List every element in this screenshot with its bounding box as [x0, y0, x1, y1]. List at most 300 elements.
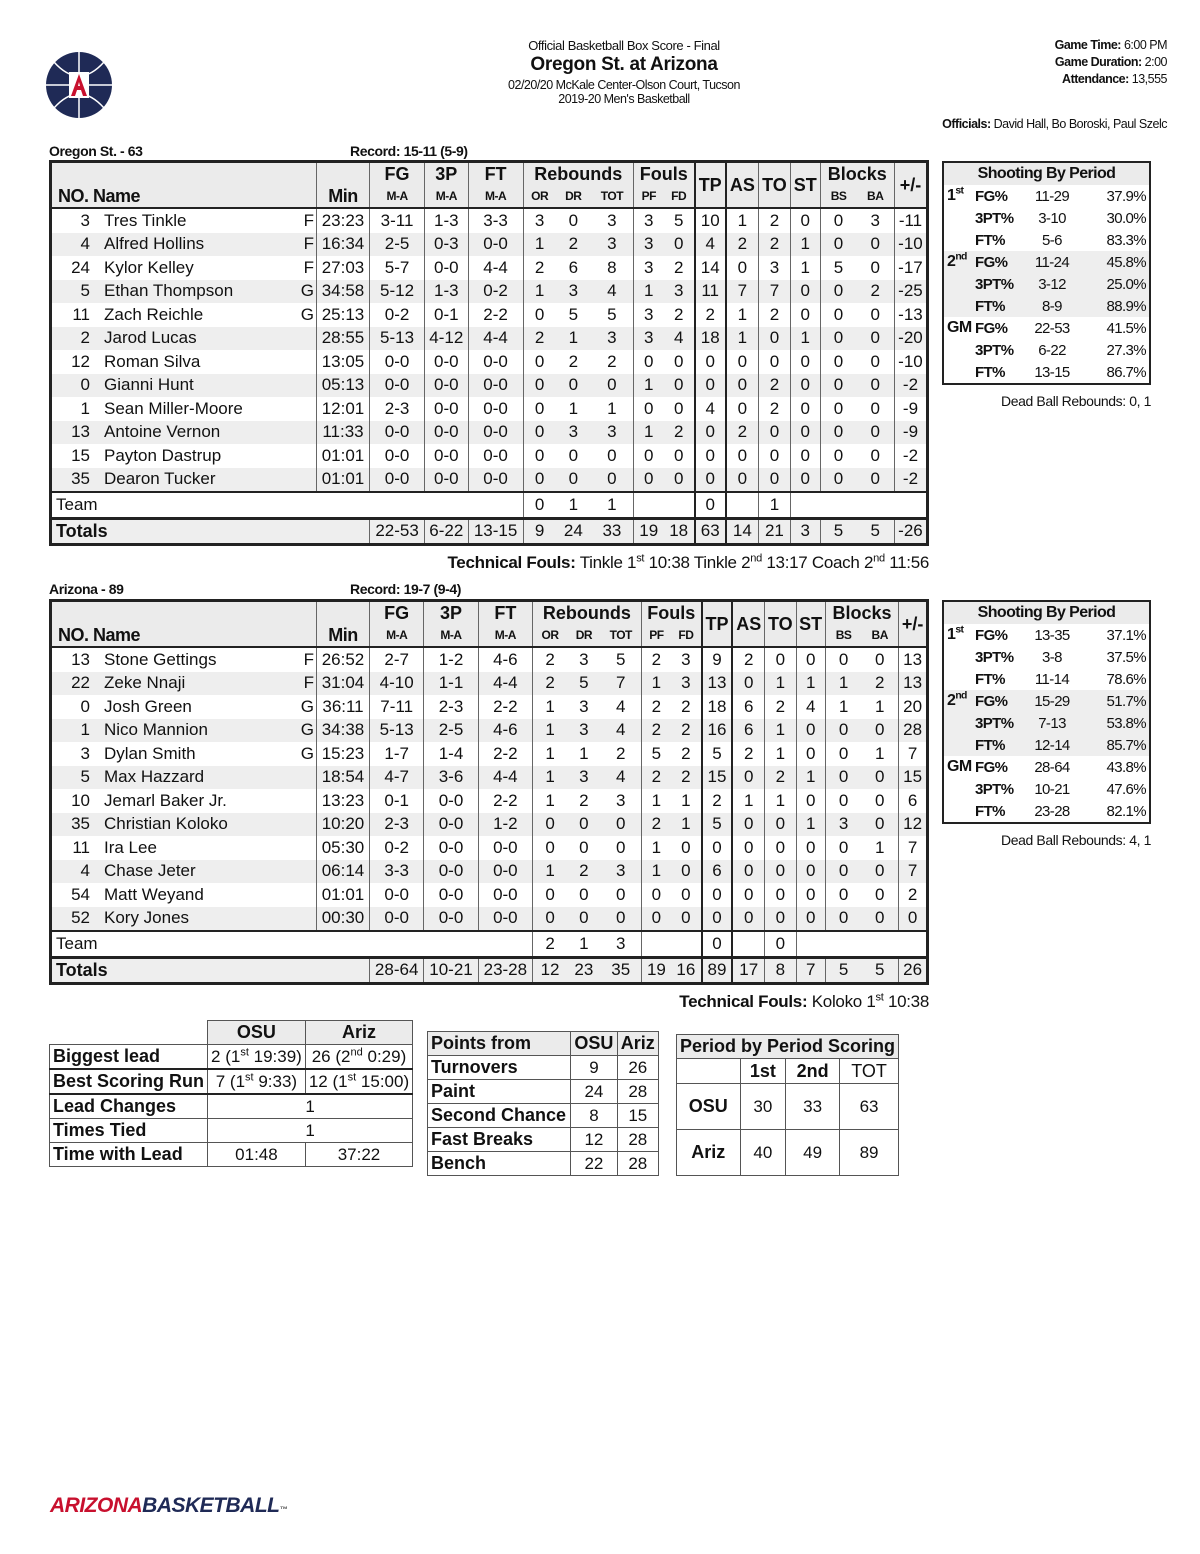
shooting-stat-label: FT% — [975, 670, 1005, 688]
technical-foul-period-suffix: st — [875, 991, 884, 1004]
team-tp: 0 — [702, 931, 733, 957]
stat-to: 1 — [765, 719, 796, 743]
points-from-row — [428, 1152, 659, 1176]
shooting-row — [943, 273, 1150, 295]
stat-tp3: 3-6 — [424, 766, 478, 790]
total-tp: 63 — [695, 518, 726, 545]
technical-foul-who: Koloko 1 — [811, 992, 876, 1011]
stat-bs: 1 — [825, 672, 861, 696]
player-minutes: 36:11 — [317, 695, 370, 719]
shooting-period — [943, 317, 975, 339]
col-tot: TOT — [840, 1059, 899, 1084]
stat-bs: 5 — [820, 256, 856, 280]
biggest-lead-label: Biggest lead — [50, 1045, 208, 1070]
team-to: 0 — [765, 931, 796, 957]
player-row — [51, 647, 928, 672]
stat-pf: 0 — [641, 907, 671, 932]
stat-st: 0 — [790, 444, 820, 468]
stat-ba: 0 — [861, 813, 898, 837]
stat-ft: 4-6 — [478, 647, 532, 672]
blank-cell — [677, 1059, 741, 1084]
shooting-percentage: 37.1% — [1106, 626, 1146, 644]
stat-or: 0 — [533, 813, 568, 837]
player-number: 24 — [71, 257, 90, 277]
stat-pm: 0 — [899, 907, 928, 932]
technical-foul-who: Coach 2 — [811, 553, 874, 572]
stat-st: 1 — [796, 672, 825, 696]
stat-st: 0 — [790, 374, 820, 398]
stat-tp: 0 — [695, 374, 726, 398]
shooting-percentage: 43.8% — [1106, 758, 1146, 776]
col-header-pf: PF — [633, 185, 663, 208]
stat-st: 1 — [790, 233, 820, 257]
player-position — [294, 836, 317, 860]
player-name: Ethan Thompson — [98, 280, 294, 304]
player-minutes: 13:05 — [317, 350, 370, 374]
stat-st: 0 — [790, 303, 820, 327]
player-position — [294, 789, 317, 813]
stat-st: 4 — [796, 695, 825, 719]
col-header-fouls: Fouls — [641, 601, 701, 625]
venue-line: 02/20/20 McKale Center-Olson Court, Tucson — [508, 78, 740, 92]
stat-fd: 2 — [664, 421, 695, 445]
attendance-label: Attendance: — [1062, 72, 1129, 86]
stat-tot: 3 — [591, 421, 633, 445]
stat-dr: 6 — [568, 257, 579, 277]
col-header-or: OR — [523, 185, 556, 208]
stat-ft: 0-0 — [468, 233, 523, 257]
period-number: 2 — [947, 253, 956, 270]
shooting-stat-label: 3PT% — [975, 648, 1014, 666]
shooting-made-attempted: 12-14 — [1021, 734, 1083, 756]
player-number: 3 — [80, 210, 90, 230]
player-number: 1 — [80, 398, 90, 418]
stat-fg: 0-0 — [370, 444, 425, 468]
stat-pf: 0 — [633, 397, 663, 421]
technical-foul-time: 13:17 — [761, 553, 812, 572]
stat-to: 0 — [759, 444, 791, 468]
player-minutes: 31:04 — [317, 672, 370, 696]
total-tp3: 6-22 — [425, 518, 468, 545]
player-minutes: 34:58 — [317, 280, 370, 304]
points-from-ariz: 28 — [617, 1152, 658, 1176]
stat-pm: 15 — [899, 766, 928, 790]
player-minutes: 06:14 — [317, 860, 370, 884]
stat-pf: 0 — [641, 883, 671, 907]
stat-or: 0 — [523, 468, 556, 493]
total-as: 14 — [726, 518, 759, 545]
stat-fd: 0 — [671, 860, 702, 884]
team-dr: 1 — [567, 931, 601, 957]
stat-tp: 0 — [695, 421, 726, 445]
total-tot: 35 — [601, 957, 642, 984]
shooting-period — [943, 778, 975, 800]
report-header — [420, 38, 828, 106]
stat-tp3: 1-4 — [424, 742, 478, 766]
stat-fd: 2 — [673, 257, 684, 277]
stat-pf: 0 — [633, 444, 663, 468]
total-fg: 28-64 — [370, 957, 424, 984]
stat-ba: 0 — [861, 907, 898, 932]
stat-tp3: 0-0 — [424, 860, 478, 884]
player-row — [51, 280, 928, 304]
stat-pm: -10 — [894, 350, 927, 374]
stat-tp3: 0-0 — [424, 907, 478, 932]
player-row — [51, 907, 928, 932]
stat-as: 0 — [726, 350, 759, 374]
col-header-3p-ma: M-A — [424, 624, 478, 647]
stat-ft: 0-0 — [478, 836, 532, 860]
game-time: 6:00 PM — [1123, 38, 1167, 52]
stat-bs: 0 — [820, 374, 856, 398]
totals-label: Totals — [51, 957, 370, 984]
period-suffix: nd — [955, 251, 967, 263]
stat-tot: 0 — [615, 884, 626, 904]
stat-pm: 13 — [899, 647, 928, 672]
stat-bs: 0 — [820, 208, 856, 233]
totals-label: Totals — [51, 518, 370, 545]
stat-tp: 0 — [702, 836, 733, 860]
player-name: Alfred Hollins — [98, 233, 294, 257]
points-from-osu: 12 — [571, 1128, 617, 1152]
col-header-blank — [51, 601, 317, 625]
stat-fd: 2 — [671, 719, 702, 743]
shooting-period — [943, 646, 975, 668]
stat-tot: 4 — [591, 280, 633, 304]
points-from-label: Turnovers — [428, 1056, 571, 1080]
shooting-period — [943, 273, 975, 295]
stat-dr: 3 — [567, 766, 601, 790]
shooting-row — [943, 756, 1150, 778]
stat-tot: 0 — [615, 837, 626, 857]
shooting-percentage: 78.6% — [1106, 670, 1146, 688]
points-from-osu: 22 — [571, 1152, 617, 1176]
total-pm: 26 — [899, 957, 928, 984]
stat-pf: 2 — [641, 647, 671, 672]
total-or: 9 — [523, 518, 556, 545]
wordmark-arizona: ARIZONA — [50, 1494, 143, 1517]
col-header-as: AS — [726, 162, 759, 209]
player-number: 0 — [51, 374, 99, 398]
stat-to: 0 — [765, 813, 796, 837]
stat-bs: 0 — [825, 860, 861, 884]
stat-st: 0 — [796, 907, 825, 932]
period-1-score: 40 — [740, 1130, 786, 1176]
game-flow-table — [49, 1020, 413, 1167]
stat-to: 3 — [759, 256, 791, 280]
shooting-percentage: 53.8% — [1083, 712, 1150, 734]
stat-or: 2 — [533, 647, 568, 672]
period-suffix: st — [955, 624, 964, 636]
stat-pm: -9 — [894, 397, 927, 421]
shooting-row — [943, 229, 1150, 251]
best-run-osu: 7 (1st 9:33) — [208, 1069, 306, 1094]
stat-to: 1 — [765, 672, 796, 696]
period-suffix: st — [955, 185, 964, 197]
col-header-3p-ma: M-A — [425, 185, 468, 208]
col-header-rebounds: Rebounds — [523, 162, 633, 186]
player-number: 52 — [51, 907, 99, 932]
stat-fd: 0 — [664, 374, 695, 398]
stat-fd: 1 — [681, 790, 691, 810]
stat-tot: 3 — [601, 860, 642, 884]
player-position — [294, 350, 317, 374]
stat-pf: 3 — [633, 208, 663, 233]
stat-dr: 1 — [579, 743, 589, 763]
player-name: Stone Gettings — [104, 649, 217, 669]
stat-pm: 12 — [899, 813, 928, 837]
stat-as: 2 — [726, 421, 759, 445]
stat-or: 0 — [533, 836, 568, 860]
shooting-percentage: 41.5% — [1106, 319, 1146, 337]
stat-tp: 6 — [702, 860, 733, 884]
season-line: 2019-20 Men's Basketball — [558, 92, 690, 106]
player-name: Zach Reichle — [104, 304, 204, 324]
stat-dr: 3 — [556, 280, 591, 304]
shooting-period — [943, 712, 975, 734]
stat-as: 2 — [726, 233, 759, 257]
stat-ft: 0-0 — [478, 907, 532, 932]
stat-fg: 0-2 — [370, 303, 425, 327]
stat-as: 0 — [732, 672, 764, 696]
time-with-lead-ariz: 37:22 — [305, 1143, 412, 1167]
stat-fd: 0 — [681, 837, 691, 857]
player-name: Chase Jeter — [98, 860, 294, 884]
player-row — [51, 719, 928, 743]
period-number: GM — [947, 319, 972, 336]
shooting-percentage: 47.6% — [1106, 780, 1146, 798]
col-header-fg: FG — [370, 601, 424, 625]
player-row — [51, 766, 928, 790]
shooting-row — [943, 668, 1150, 690]
team-rest-blank — [796, 931, 927, 957]
stat-bs: 0 — [820, 350, 856, 374]
total-dr: 23 — [567, 957, 601, 984]
stat-bs: 0 — [820, 233, 856, 257]
player-row — [51, 836, 928, 860]
points-from-row — [428, 1104, 659, 1128]
stat-as: 0 — [726, 468, 759, 493]
stat-pm: -13 — [894, 303, 927, 327]
stat-as: 0 — [732, 766, 764, 790]
shooting-period — [943, 756, 975, 778]
shooting-percentage: 88.9% — [1083, 295, 1150, 317]
player-position: F — [294, 233, 317, 257]
player-minutes: 10:20 — [317, 813, 370, 837]
shooting-row — [943, 778, 1150, 800]
stat-dr: 0 — [568, 210, 579, 230]
technical-foul-period-suffix: nd — [750, 552, 762, 565]
total-fg: 22-53 — [370, 518, 425, 545]
stat-fd: 0 — [664, 468, 695, 493]
stat-st: 0 — [796, 860, 825, 884]
stat-st: 0 — [796, 789, 825, 813]
stat-or: 1 — [533, 719, 568, 743]
shooting-made-attempted: 28-64 — [1034, 758, 1070, 776]
shooting-row — [943, 646, 1150, 668]
stat-tot: 4 — [601, 766, 642, 790]
stat-fd: 3 — [664, 280, 695, 304]
stat-dr: 3 — [556, 421, 591, 445]
player-name: Antoine Vernon — [98, 421, 294, 445]
player-minutes: 05:13 — [317, 374, 370, 398]
stat-tot: 0 — [601, 907, 642, 932]
stat-ft: 2-2 — [468, 303, 523, 327]
period-scoring-row — [677, 1130, 899, 1176]
times-tied-value: 1 — [208, 1119, 413, 1143]
player-minutes: 01:01 — [317, 468, 370, 493]
points-from-label: Second Chance — [428, 1104, 571, 1128]
stat-as: 0 — [732, 860, 764, 884]
stat-st: 0 — [790, 350, 820, 374]
team-row — [51, 492, 928, 518]
col-header-plus-minus: +/- — [894, 162, 927, 209]
player-minutes: 13:23 — [317, 789, 370, 813]
stat-st: 0 — [790, 421, 820, 445]
total-score: 63 — [840, 1084, 899, 1130]
stat-bs: 0 — [825, 836, 861, 860]
stat-bs: 0 — [820, 421, 856, 445]
stat-ba: 0 — [870, 304, 880, 324]
shooting-made-attempted: 11-29 — [1034, 187, 1070, 205]
shooting-period — [943, 668, 975, 690]
points-from-ariz: 28 — [617, 1128, 658, 1152]
stat-tp3: 4-12 — [425, 327, 468, 351]
totals-row — [51, 518, 928, 545]
stat-pm: -10 — [894, 233, 927, 257]
points-from-header — [428, 1032, 659, 1056]
stat-bs: 0 — [820, 468, 856, 493]
player-minutes: 00:30 — [317, 907, 370, 932]
lead-changes-value: 1 — [208, 1094, 413, 1119]
shooting-made-attempted: 22-53 — [1034, 319, 1070, 337]
report-subtitle: Official Basketball Box Score - Final — [528, 38, 720, 53]
stat-dr: 0 — [568, 445, 579, 465]
stat-to: 0 — [765, 883, 796, 907]
game-info — [1055, 37, 1167, 88]
points-from-title: Points from — [428, 1032, 571, 1056]
col-header-tp: TP — [695, 162, 726, 209]
player-position — [294, 444, 317, 468]
stat-fg: 5-13 — [370, 719, 424, 743]
stat-tp3: 0-0 — [425, 350, 468, 374]
period-number: 1 — [947, 626, 956, 643]
home-record: Record: 19-7 (9-4) — [350, 581, 462, 597]
total-dr: 24 — [556, 518, 591, 545]
col-header-st: ST — [796, 601, 825, 648]
stat-tp: 5 — [702, 813, 733, 837]
stat-to: 0 — [759, 350, 791, 374]
shooting-period — [943, 734, 975, 756]
stat-to: 2 — [759, 303, 791, 327]
officials — [942, 117, 1167, 131]
stat-ft: 0-0 — [468, 421, 523, 445]
col-header-bs: BS — [820, 185, 856, 208]
shooting-row — [943, 207, 1150, 229]
col-header-no-name: NO. Name — [51, 624, 317, 647]
stat-ft: 1-2 — [478, 813, 532, 837]
total-to: 21 — [759, 518, 791, 545]
player-name: Ira Lee — [104, 837, 157, 857]
total-bs: 5 — [825, 957, 861, 984]
col-header-fd: FD — [664, 185, 695, 208]
col-header-min-blank — [317, 162, 370, 186]
stat-st: 0 — [796, 883, 825, 907]
player-number: 0 — [80, 696, 90, 716]
attendance: 13,555 — [1131, 72, 1167, 86]
stat-fd: 0 — [681, 884, 691, 904]
shooting-row — [943, 185, 1150, 207]
col-header-ft: FT — [468, 162, 523, 186]
player-name: Tres Tinkle — [104, 210, 187, 230]
player-row — [51, 742, 928, 766]
player-minutes: 18:54 — [317, 766, 370, 790]
stat-to: 2 — [765, 766, 796, 790]
shooting-made-attempted: 3-10 — [1038, 209, 1066, 227]
stat-st: 0 — [796, 836, 825, 860]
stat-tp3: 0-0 — [425, 374, 468, 398]
shooting-percentage: 86.7% — [1106, 363, 1146, 381]
player-position: F — [303, 649, 314, 669]
stat-ft: 4-6 — [478, 719, 532, 743]
stat-as: 0 — [726, 374, 759, 398]
shooting-made-attempted: 8-9 — [1021, 295, 1083, 317]
player-number: 4 — [51, 233, 99, 257]
points-from-osu: 24 — [571, 1080, 617, 1104]
stat-fg: 1-7 — [370, 742, 424, 766]
stat-as: 0 — [726, 444, 759, 468]
player-number: 15 — [71, 445, 90, 465]
game-duration-label: Game Duration: — [1054, 55, 1142, 69]
player-name: Zeke Nnaji — [98, 672, 294, 696]
stat-fg: 4-10 — [370, 672, 424, 696]
col-header-rebounds: Rebounds — [533, 601, 642, 625]
stat-ba: 0 — [861, 719, 898, 743]
stat-pm: -9 — [894, 421, 927, 445]
col-2nd: 2nd — [786, 1059, 840, 1084]
stat-ba: 2 — [861, 672, 898, 696]
shooting-percentage: 27.3% — [1106, 341, 1146, 359]
stat-pf: 3 — [633, 327, 663, 351]
lead-changes-label: Lead Changes — [50, 1094, 208, 1119]
stat-ba: 1 — [874, 696, 885, 716]
shooting-made-attempted: 7-13 — [1021, 712, 1083, 734]
total-ft: 13-15 — [468, 518, 523, 545]
col-header-dr: DR — [556, 185, 591, 208]
col-header-ft: FT — [478, 601, 532, 625]
stat-tp3: 0-0 — [424, 813, 478, 837]
stat-fd: 0 — [664, 233, 695, 257]
stat-to: 0 — [765, 860, 796, 884]
stat-tp3: 2-5 — [424, 719, 478, 743]
stat-fd: 0 — [673, 351, 684, 371]
player-minutes: 01:01 — [317, 444, 370, 468]
shooting-period — [943, 339, 975, 361]
stat-or: 1 — [533, 742, 568, 766]
col-header-fd: FD — [671, 624, 702, 647]
stat-to: 0 — [765, 836, 796, 860]
stat-tp3: 0-0 — [425, 256, 468, 280]
col-header-to: TO — [765, 601, 796, 648]
stat-fd: 3 — [681, 649, 691, 669]
player-name: Dylan Smith — [104, 743, 196, 763]
stat-bs: 0 — [825, 766, 861, 790]
col-osu: OSU — [208, 1021, 306, 1045]
player-minutes: 12:01 — [317, 397, 370, 421]
col-ariz: Ariz — [305, 1021, 412, 1045]
stat-tot: 5 — [607, 304, 617, 324]
stat-dr: 0 — [567, 907, 601, 932]
